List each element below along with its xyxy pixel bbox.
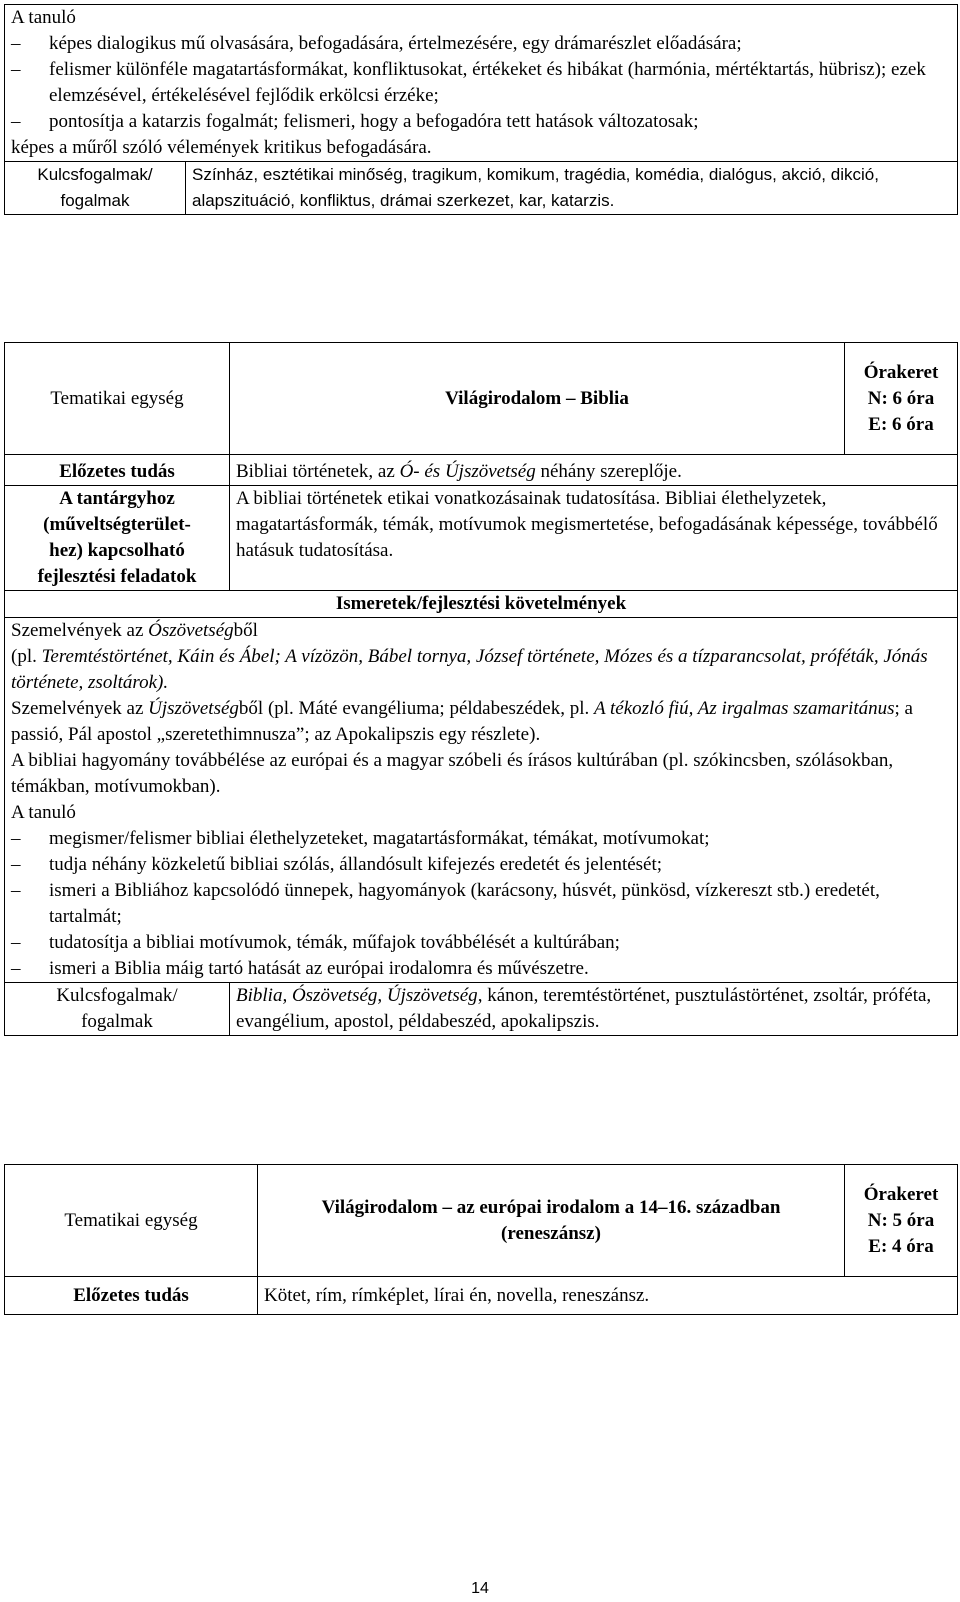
unit-title: Világirodalom – Biblia <box>230 343 845 455</box>
ot-examples <box>11 644 951 696</box>
prior-knowledge-label: Előzetes tudás <box>5 1277 258 1315</box>
dev-label-line: A tantárgyhoz <box>59 488 175 509</box>
key-concepts-label-line: fogalmak <box>81 1011 153 1032</box>
outcomes-list <box>11 826 951 982</box>
dev-tasks-text: A bibliai történetek etikai vonatkozásainak tudatosítása. Bibliai élethelyzetek, magatartásformák, témák, motívumok megismertetése, befogadásának képessége, továbbélő hatásuk tudatosítása. <box>230 486 958 591</box>
nt-line <box>11 696 951 748</box>
list-item: – tudatosítja a bibliai motívumok, témák, műfajok továbbélését a kultúrában; <box>11 930 951 956</box>
hours-n: N: 6 óra <box>867 387 935 409</box>
page-number: 14 <box>471 1580 489 1597</box>
hours-e: E: 6 óra <box>868 413 934 435</box>
unit-label: Tematikai egység <box>5 343 230 455</box>
key-concepts-label <box>5 162 186 215</box>
dev-label-line: (műveltségterület- <box>43 514 191 535</box>
list-item: – megismer/felismer bibliai élethelyzeteket, magatartásformákat, témákat, motívumokat; <box>11 826 951 852</box>
text-part: ből (pl. Máté evangéliuma; példabeszédek, pl. <box>238 698 594 719</box>
outcomes-list <box>11 31 951 135</box>
key-concepts-text: Színház, esztétikai minőség, tragikum, komikum, tragédia, komédia, dialógus, akció, dikció, alapszituáció, konfliktus, drámai szerkezet, kar, katarzis. <box>186 162 958 215</box>
text-italic: Teremtéstörténet, Káin és Ábel; A vízözön, Bábel tornya, József története, Mózes és a tízparancsolat, próféták, Jónás története, zsoltárok). <box>11 646 928 693</box>
key-concepts-label-line: Kulcsfogalmak/ <box>37 165 153 184</box>
outcomes-tail: képes a műről szóló vélemények kritikus befogadására. <box>11 137 432 158</box>
list-item: – ismeri a Biblia máig tartó hatását az európai irodalomra és művészetre. <box>11 956 951 982</box>
learner-intro: A tanuló <box>11 802 76 823</box>
list-item: – pontosítja a katarzis fogalmát; felismeri, hogy a befogadóra tett hatások változatosak; <box>11 109 951 135</box>
key-concepts-text <box>230 983 958 1036</box>
unit-renaissance-table <box>4 1164 958 1315</box>
dev-label-line: hez) kapcsolható <box>49 540 185 561</box>
text-part: ; a passió, Pál apostol „szeretethimnusza”; az Apokalipszis egy részlete). <box>11 698 913 745</box>
learner-intro: A tanuló <box>11 7 76 28</box>
list-item: – képes dialogikus mű olvasására, befogadására, értelmezésére, egy drámarészlet előadására; <box>11 31 951 57</box>
list-item: – tudja néhány közkeletű bibliai szólás, állandósult kifejezés eredetét és jelentését; <box>11 852 951 878</box>
text-part: , kánon, teremtéstörténet, pusztulástörténet, zsoltár, próféta, evangélium, apostol, példabeszéd, apokalipszis. <box>236 985 932 1032</box>
hours-box <box>845 343 958 455</box>
hours-box <box>845 1165 958 1277</box>
key-concepts-label-line: Kulcsfogalmak/ <box>56 985 178 1006</box>
learner-outcomes-cell <box>5 5 958 162</box>
text-part: ből <box>233 620 258 641</box>
list-item: – felismer különféle magatartásformákat, konfliktusokat, értékeket és hibákat (harmónia, mértéktartás, hübrisz); ezek elemzésével, értékelésével fejlődik erkölcsi érzéke; <box>11 57 951 109</box>
dev-label-line: fejlesztési feladatok <box>37 566 197 587</box>
key-concepts-label <box>5 983 230 1036</box>
hours-label: Órakeret <box>863 361 939 383</box>
unit-biblia-table <box>4 342 958 1036</box>
hours-e: E: 4 óra <box>868 1235 934 1257</box>
key-concepts-label-line: fogalmak <box>60 191 130 210</box>
text-part: Szemelvények az <box>11 620 149 641</box>
prior-text-part: néhány szereplője. <box>535 461 682 482</box>
text-italic: Biblia, Ószövetség, Újszövetség <box>236 985 478 1006</box>
hours-label: Órakeret <box>863 1183 939 1205</box>
dev-tasks-label <box>5 486 230 591</box>
hours-n: N: 5 óra <box>867 1209 935 1231</box>
prior-knowledge-text <box>230 455 958 486</box>
text-part: Szemelvények az <box>11 698 149 719</box>
prior-text-italic: Ó- és Újszövetség <box>399 461 536 482</box>
prior-text-part: Bibliai történetek, az <box>236 461 400 482</box>
text-part: (pl. <box>11 646 42 667</box>
prior-knowledge-label: Előzetes tudás <box>5 455 230 486</box>
unit-title: Világirodalom – az európai irodalom a 14–16. században (reneszánsz) <box>258 1165 845 1277</box>
drama-continuation-table <box>4 4 958 215</box>
list-item: – ismeri a Bibliához kapcsolódó ünnepek, hagyományok (karácsony, húsvét, pünkösd, vízkereszt stb.) eredetét, tartalmát; <box>11 878 951 930</box>
tradition-text: A bibliai hagyomány továbbélése az európai és a magyar szóbeli és írásos kultúrában (pl. szókincsben, szólásokban, témákban, motívumokban). <box>11 750 894 797</box>
requirements-heading: Ismeretek/fejlesztési követelmények <box>5 591 958 618</box>
text-italic: Ószövetség <box>148 620 234 641</box>
ot-line <box>11 618 951 644</box>
prior-knowledge-text: Kötet, rím, rímképlet, lírai én, novella, reneszánsz. <box>258 1277 958 1315</box>
unit-label: Tematikai egység <box>5 1165 258 1277</box>
requirements-body <box>5 618 958 983</box>
text-italic: A tékozló fiú, Az irgalmas szamaritánus <box>594 698 895 719</box>
text-italic: Újszövetség <box>148 698 239 719</box>
